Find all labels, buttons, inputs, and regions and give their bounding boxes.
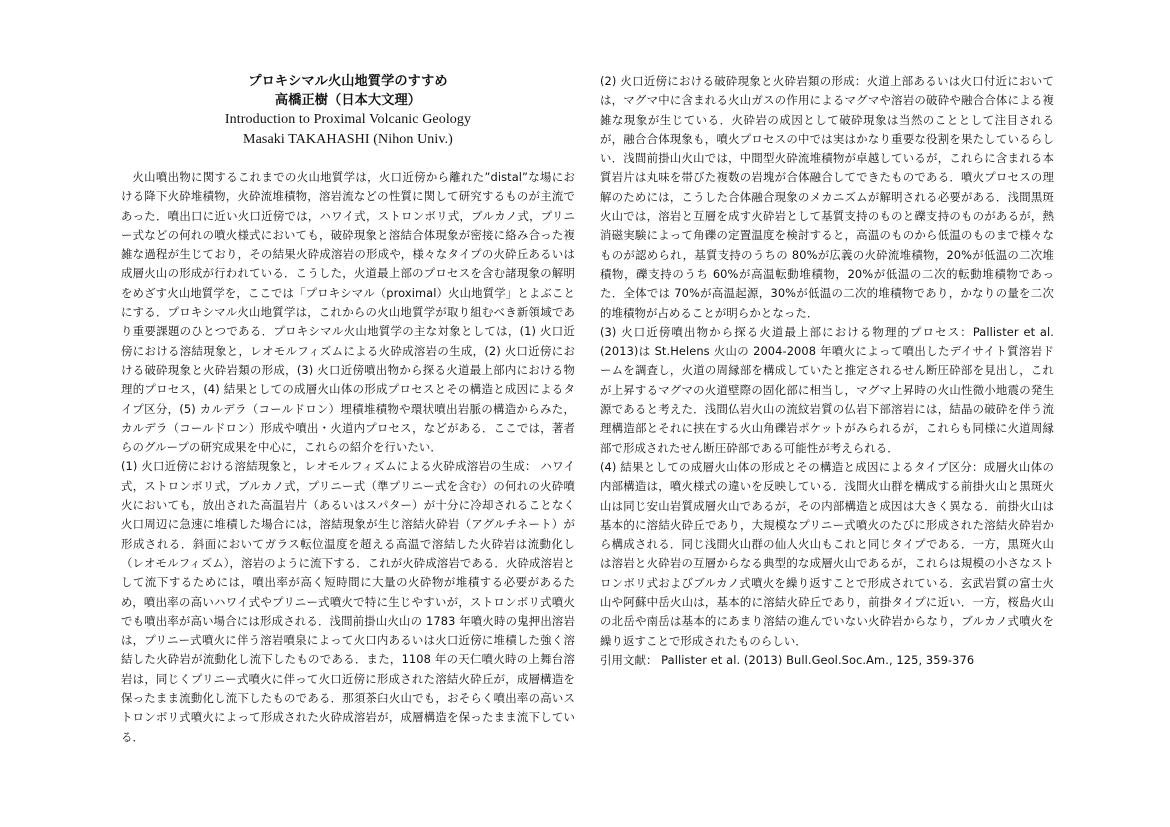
body-left-flow: [121, 168, 575, 747]
left-column: [121, 72, 575, 747]
reference-line: 引用文献： Pallister et al. (2013) Bull.Geol.Soc.Am., 125, 359-376: [600, 652, 975, 667]
author-japanese: 高橋正樹（日本大文理）: [274, 93, 422, 108]
section-1-paragraph: (1) 火口近傍における溶結現象と，レオモルフィズムによる火砕成溶岩の生成： ハワイ式，ストロンボリ式，ブルカノ式，プリニー式（準プリニー式を含む）の何れの火砕噴火においても，放出された高温岩片（あるいはスパター）が十分に冷却されることなく火口周辺に急速に堆積した場合には，溶結現象が生じ溶結火砕岩（アグルチネート）が形成される．斜面においてガラス転位温度を超える高温で溶結した火砕岩は流動化し（レオモルフィズム），溶岩のように流下する．これが火砕成溶岩である．火砕成溶岩として流下するためには，噴出率が高く短時間に大量の火砕物が堆積する必要があるため，噴出率の高いハワイ式やプリニー式噴火で特に生じやすいが，ストロンボリ式噴火でも噴出率が高い場合には形成される．浅間前掛山火山の 1783 年噴火時の鬼押出溶岩は，プリニー式噴火に伴う溶岩噴泉によって火口内あるいは火口近傍に堆積した強く溶結した火砕岩が流動化し流下したものである．また，1108 年の天仁噴火時の上舞台溶岩は，同じくプリニー式噴火に伴って火口近傍に形成された溶結火砕丘が，成層構造を保ったまま流動化し流下したものである．那須茶臼火山でも，おそらく噴出率の高いストロンボリ式噴火によって形成された火砕成溶岩が，成層構造を保ったまま流下している．: [121, 459, 575, 744]
author-english: Masaki TAKAHASHI (Nihon Univ.): [243, 132, 453, 147]
title-japanese: プロキシマル火山地質学のすすめ: [248, 74, 448, 89]
right-column: [600, 72, 1054, 670]
title-block: [121, 72, 575, 150]
intro-paragraph: 火山噴出物に関するこれまでの火山地質学は，火口近傍から離れた”distal”な場における降下火砕堆積物，火砕流堆積物，溶岩流などの性質に関して研究するものが主流であった．噴出口に近い火口近傍では，ハワイ式，ストロンボリ式，ブルカノ式，プリニー式などの何れの噴火様式においても，破砕現象と溶結合体現象が密接に絡み合った複雑な過程が生じており，その結果火砕成溶岩の形成や，様々なタイプの火砕丘あるいは成層火山の形成が行われている．こうした，火道最上部のプロセスを含む諸現象の解明をめざす火山地質学を，ここでは「プロキシマル（proximal）火山地質学」とよぶことにする．プロキシマル火山地質学は，これからの火山地質学が取り組むべき新領域であり重要課題のひとつである．プロキシマル火山地質学の主な対象としては，(1) 火口近傍における溶結現象と，レオモルフィズムによる火砕成溶岩の生成，(2) 火口近傍における破砕現象と火砕岩類の形成，(3) 火口近傍噴出物から探る火道最上部内における物理的プロセス，(4) 結果としての成層火山体の形成プロセスとその構造と成因によるタイプ区分，(5) カルデラ（コールドロン）埋積堆積物や環状噴出岩脈の構造からみた，カルデラ（コールドロン）形成や噴出・火道内プロセス，などがある．ここでは，著者らのグループの研究成果を中心に，これらの紹介を行いたい．: [121, 170, 575, 455]
section-4-paragraph: (4) 結果としての成層火山体の形成とその構造と成因によるタイプ区分：成層火山体の内部構造は，噴火様式の違いを反映している．浅間火山群を構成する前掛火山と黒斑火山は同じ安山岩質成層火山であるが，その内部構造と成因は大きく異なる．前掛火山は基本的に溶結火砕丘であり，大規模なプリニー式噴火のたびに形成された溶結火砕岩から構成される．同じ浅間火山群の仙人火山もこれと同じタイプである．一方，黒斑火山は溶岩と火砕岩の互層からなる典型的な成層火山であるが，これらは規模の小さなストロンボリ式およびブルカノ式噴火を繰り返すことで形成されている．玄武岩質の富士火山や阿蘇中岳火山は，基本的に溶結火砕丘であり，前掛タイプに近い．一方，桜島火山の北岳や南岳は基本的にあまり溶結の進んでいない火砕岩からなり，ブルカノ式噴火を繰り返すことで形成されたものらしい．: [600, 459, 1054, 648]
section-3-paragraph: (3) 火口近傍噴出物から探る火道最上部における物理的プロセス：Pallister et al. (2013)は St.Helens 火山の 2004-2008 年噴火によって噴出したデイサイト質溶岩ドームを調査し，火道の周縁部を構成していたと推定されるせん断圧砕部を見出し，これが上昇するマグマの火道壁際の固化部に相当し，マグマ上昇時の火山性微小地震の発生源であると考えた．浅間仏岩火山の流紋岩質の仏岩下部溶岩には，結晶の破砕を伴う流理構造部とそれに挟在する火山角礫岩ポケットがみられるが，これらも同様に火道周縁部で形成されたせん断圧砕部である可能性が考えられる．: [600, 324, 1054, 455]
title-english: Introduction to Proximal Volcanic Geology: [224, 112, 472, 127]
section-2-paragraph: (2) 火口近傍における破砕現象と火砕岩類の形成：火道上部あるいは火口付近においては，マグマ中に含まれる火山ガスの作用によるマグマや溶岩の破砕や融合合体による複雑な現象が生じている．火砕岩の成因として破砕現象は当然のこととして注目されるが，融合合体現象も，噴火プロセスの中では実はかなり重要な役割を果たしているらしい．浅間前掛山火山では，中間型火砕流堆積物が卓越しているが，これらに含まれる本質岩片は丸味を帯びた複数の岩塊が合体融合してできたものである．噴火プロセスの理解のためには，こうした合体融合現象のメカニズムが解明される必要がある．浅間黒斑火山では，溶岩と互層を成す火砕岩として基質支持のものと礫支持のものがあるが，熱消磁実験によって角礫の定置温度を検討すると，高温のものから低温のものまで様々なものが認められ，基質支持のうちの 80%が広義の火砕流堆積物，20%が低温の二次堆積物，礫支持のうち 60%が高温転動堆積物，20%が低温の二次的転動堆積物であった．全体では 70%が高温起源，30%が低温の二次的堆積物であり，かなりの量を二次的堆積物が占めることが明らかとなった．: [600, 74, 1054, 320]
